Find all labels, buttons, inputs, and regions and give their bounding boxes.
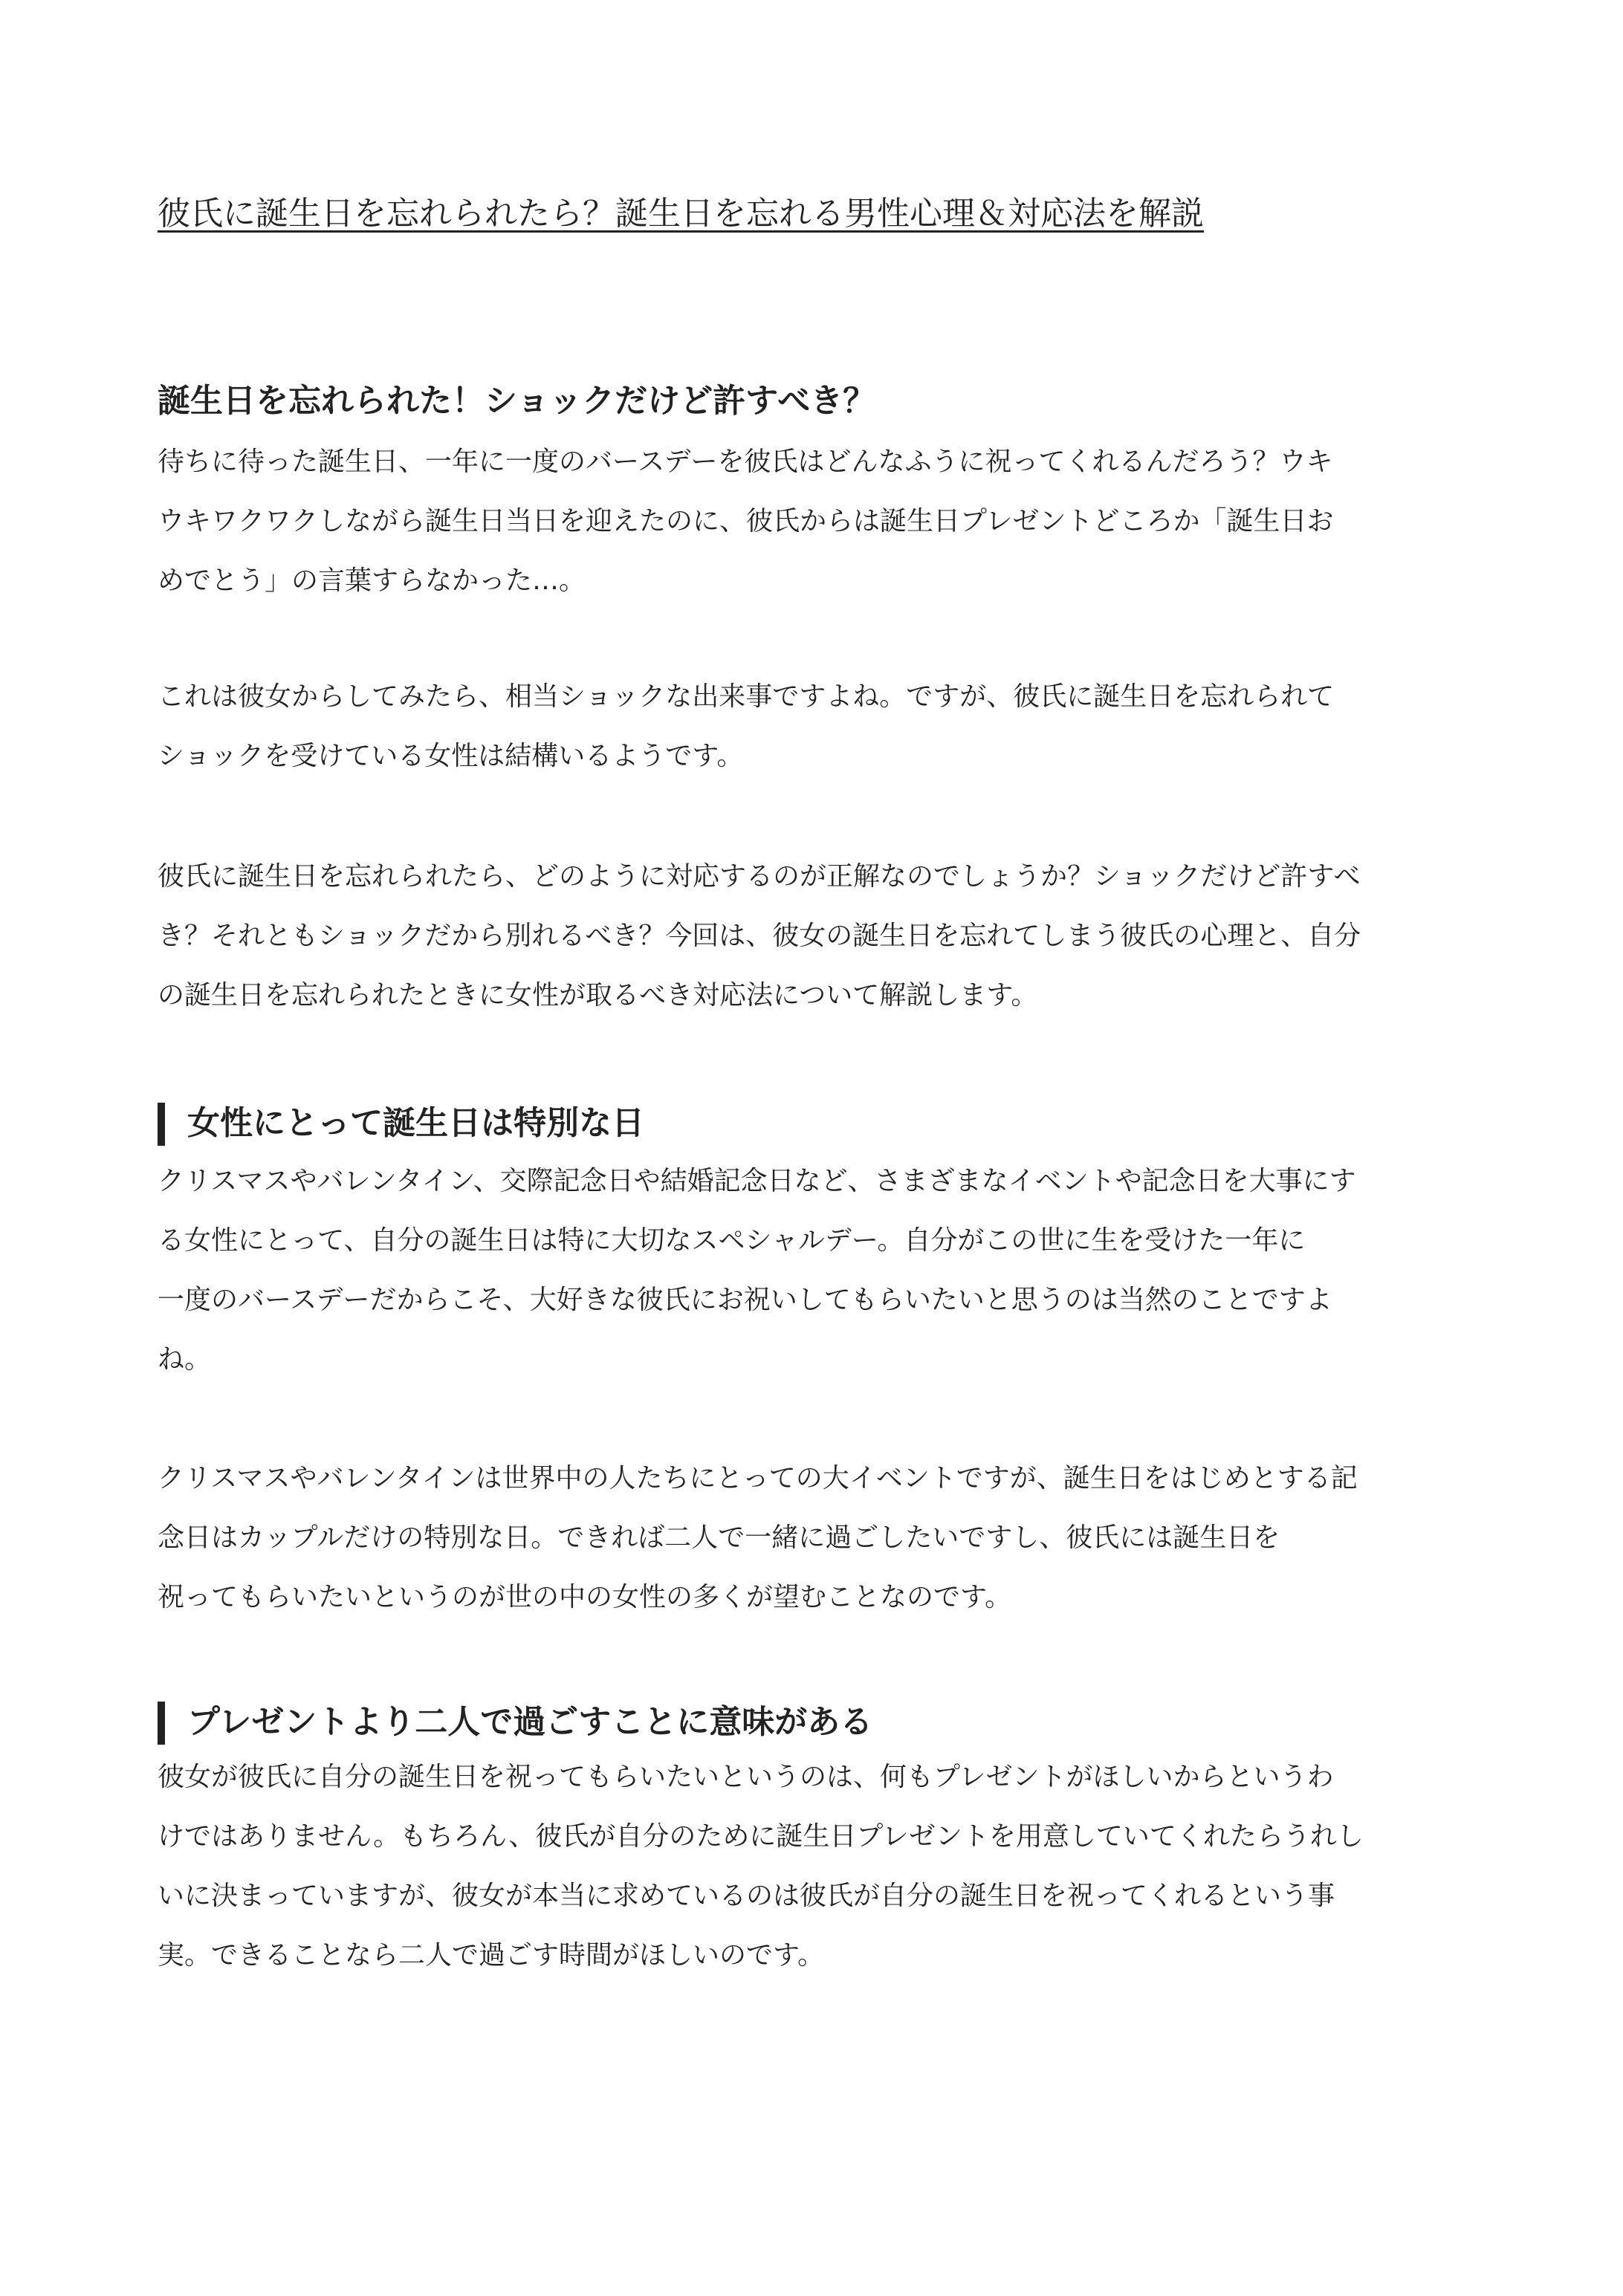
text-line: ね。	[158, 1344, 212, 1375]
text-line: いに決まっていますが、彼女が本当に求めているのは彼氏が自分の誕生日を祝ってくれるという事	[158, 1881, 1335, 1911]
text-line: ウキワクワクしながら誕生日当日を迎えたのに、彼氏からは誕生日プレゼントどころか「誕生日お	[158, 506, 1334, 536]
text-line: 一度のバースデーだからこそ、大好きな彼氏にお祝いしてもらいたいと思うのは当然のことですよ	[158, 1285, 1332, 1315]
text-line: き？それともショックだから別れるべき？今回は、彼女の誕生日を忘れてしまう彼氏の心理と、自分	[158, 921, 1361, 951]
subsection-heading	[158, 1101, 1525, 1146]
page-title: 彼氏に誕生日を忘れられたら？誕生日を忘れる男性心理＆対応法を解説	[158, 195, 1204, 233]
text-line: 念日はカップルだけの特別な日。できれば二人で一緒に過ごしたいですし、彼氏には誕生日を	[158, 1522, 1280, 1553]
text-line: る女性にとって、自分の誕生日は特に大切なスペシャルデー。自分がこの世に生を受けた一年に	[158, 1225, 1306, 1256]
text-line: クリスマスやバレンタイン、交際記念日や結婚記念日など、さまざまなイベントや記念日を大事にす	[158, 1166, 1356, 1196]
text-line: 彼女が彼氏に自分の誕生日を祝ってもらいたいというのは、何もプレゼントがほしいからというわ	[158, 1762, 1334, 1792]
section-heading: 誕生日を忘れられた！ショックだけど許すべき？	[158, 382, 876, 420]
text-line: ショックを受けている女性は結構いるようです。	[158, 741, 744, 771]
text-line: けではありません。もちろん、彼氏が自分のために誕生日プレゼントを用意していてくれたらうれし	[158, 1821, 1364, 1852]
paragraph	[158, 1748, 1495, 1985]
paragraph	[158, 432, 1495, 611]
paragraph	[158, 1449, 1495, 1627]
text-line: クリスマスやバレンタインは世界中の人たちにとっての大イベントですが、誕生日をはじめとする記	[158, 1463, 1358, 1494]
text-line: 待ちに待った誕生日、一年に一度のバースデーを彼氏はどんなふうに祝ってくれるんだろう？ウキ	[158, 447, 1333, 477]
heading-bar	[158, 1103, 165, 1146]
text-line: 実。できることなら二人で過ごす時間がほしいのです。	[158, 1940, 825, 1971]
paragraph	[158, 847, 1495, 1025]
subsection-heading-text: 女性にとって誕生日は特別な日	[187, 1104, 645, 1142]
paragraph	[158, 1152, 1495, 1389]
heading-bar	[158, 1702, 165, 1745]
text-line: めでとう」の言葉すらなかった…。	[158, 565, 586, 596]
text-line: 彼氏に誕生日を忘れられたら、どのように対応するのが正解なのでしょうか？ショックだけど許すべ	[158, 861, 1361, 892]
subsection-heading-text: プレゼントより二人で過ごすことに意味がある	[187, 1703, 873, 1741]
text-line: 祝ってもらいたいというのが世の中の女性の多くが望むことなのです。	[158, 1582, 1012, 1612]
text-line: これは彼女からしてみたら、相当ショックな出来事ですよね。ですが、彼氏に誕生日を忘れられて	[158, 681, 1335, 712]
subsection-heading	[158, 1700, 1525, 1745]
text-line: の誕生日を忘れられたときに女性が取るべき対応法について解説します。	[158, 980, 1038, 1011]
paragraph	[158, 667, 1495, 786]
